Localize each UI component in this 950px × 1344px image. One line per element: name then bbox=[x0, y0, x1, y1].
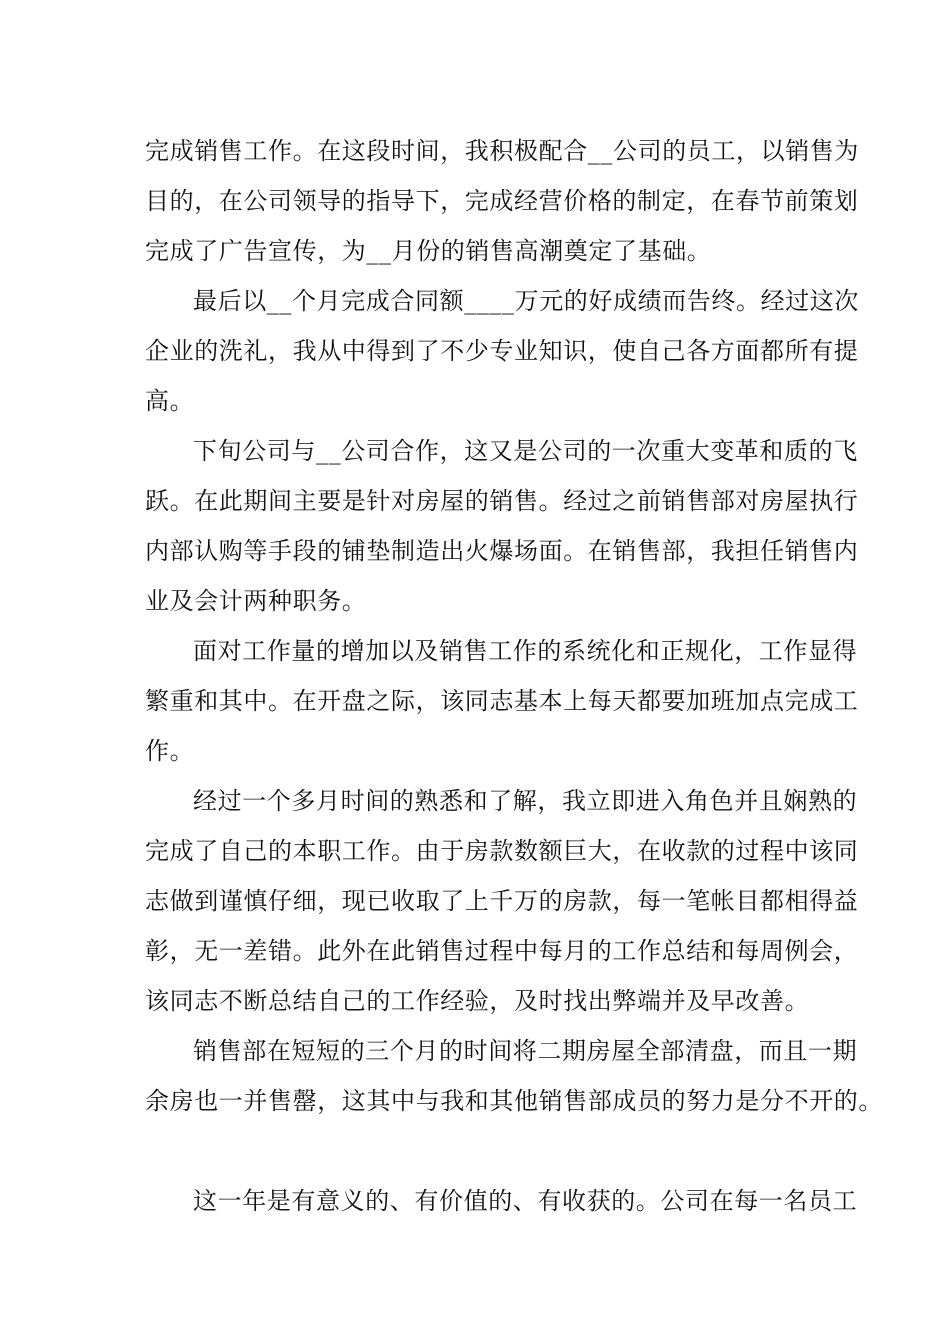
text-line: 彰，无一差错。此外在此销售过程中每月的工作总结和每周例会， bbox=[145, 937, 859, 965]
text-line: 这一年是有意义的、有价值的、有收获的。公司在每一名员工 bbox=[193, 1187, 858, 1215]
text-line: 余房也一并售罄，这其中与我和其他销售部成员的努力是分不开的。 bbox=[145, 1087, 883, 1115]
text-line: 业及会计两种职务。 bbox=[145, 587, 367, 615]
paragraph bbox=[145, 1176, 858, 1226]
text-line: 企业的洗礼，我从中得到了不少专业知识，使自己各方面都所有提 bbox=[145, 337, 859, 365]
text-line: 跃。在此期间主要是针对房屋的销售。经过之前销售部对房屋执行 bbox=[145, 487, 859, 515]
text-line: 最后以__个月完成合同额____万元的好成绩而告终。经过这次 bbox=[193, 287, 859, 315]
text-line: 完成了广告宣传，为__月份的销售高潮奠定了基础。 bbox=[145, 237, 712, 265]
text-line: 作。 bbox=[145, 737, 195, 765]
text-line: 下旬公司与__公司合作，这又是公司的一次重大变革和质的飞 bbox=[193, 437, 858, 465]
text-line: 志做到谨慎仔细，现已收取了上千万的房款，每一笔帐目都相得益 bbox=[145, 887, 859, 915]
text-line: 经过一个多月时间的熟悉和了解，我立即进入角色并且娴熟的 bbox=[193, 787, 858, 815]
paragraph bbox=[145, 426, 859, 626]
document-body bbox=[145, 126, 883, 1226]
paragraph bbox=[145, 126, 859, 276]
paragraph bbox=[145, 1026, 883, 1126]
text-line: 繁重和其中。在开盘之际，该同志基本上每天都要加班加点完成工 bbox=[145, 687, 859, 715]
text-line: 面对工作量的增加以及销售工作的系统化和正规化，工作显得 bbox=[193, 637, 858, 665]
text-line: 完成销售工作。在这段时间，我积极配合__公司的员工，以销售为 bbox=[145, 137, 859, 165]
text-line: 销售部在短短的三个月的时间将二期房屋全部清盘，而且一期 bbox=[193, 1037, 858, 1065]
paragraph bbox=[145, 626, 859, 776]
text-line: 完成了自己的本职工作。由于房款数额巨大，在收款的过程中该同 bbox=[145, 837, 859, 865]
text-line: 目的，在公司领导的指导下，完成经营价格的制定，在春节前策划 bbox=[145, 187, 859, 215]
text-line: 该同志不断总结自己的工作经验，及时找出弊端并及早改善。 bbox=[145, 987, 810, 1015]
text-line: 高。 bbox=[145, 387, 195, 415]
paragraph bbox=[145, 276, 859, 426]
paragraph-spacer bbox=[145, 1126, 825, 1176]
paragraph bbox=[145, 776, 859, 1026]
text-line: 内部认购等手段的铺垫制造出火爆场面。在销售部，我担任销售内 bbox=[145, 537, 859, 565]
